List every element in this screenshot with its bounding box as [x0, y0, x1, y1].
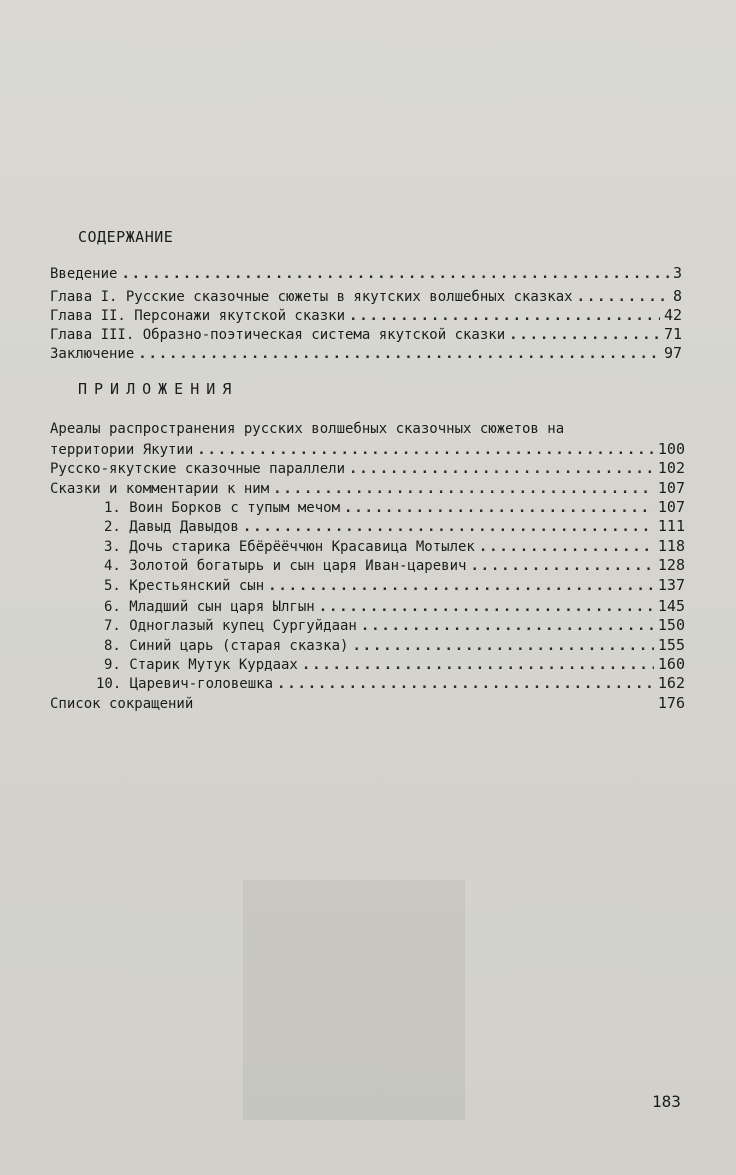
dot-leader: [577, 288, 669, 307]
toc-entry-title: 4. Золотой богатырь и сын царя Иван-царевич: [104, 558, 467, 574]
toc-entry-title: Глава III. Образно-поэтическая система якутской сказки: [50, 327, 506, 343]
toc-entry-title: Список сокращений: [50, 696, 194, 712]
dot-leader: [349, 307, 660, 326]
contents-heading: СОДЕРЖАНИЕ: [78, 228, 174, 246]
toc-entry-page: 150: [657, 616, 685, 634]
dot-leader: [479, 538, 654, 557]
toc-entry-page: 71: [663, 325, 682, 343]
toc-entry-page: 111: [657, 517, 685, 535]
dot-leader: [138, 345, 660, 364]
tale-entry: [104, 556, 685, 576]
appendices-heading: ПРИЛОЖЕНИЯ: [78, 380, 239, 398]
toc-entry: [50, 264, 682, 284]
toc-entry-page: 160: [657, 655, 685, 673]
toc-entry-title: 6. Младший сын царя Ылгын: [104, 599, 315, 615]
dot-leader: [197, 441, 654, 460]
toc-entry-title: территории Якутии: [50, 442, 194, 458]
toc-entry-page: 162: [657, 674, 685, 692]
toc-entry-page: 107: [657, 479, 685, 497]
toc-entry-title: 7. Одноглазый купец Сургуйдаан: [104, 618, 357, 634]
page-number: 183: [652, 1092, 681, 1111]
toc-entry: [50, 479, 685, 499]
tale-entry: [104, 636, 685, 656]
dot-leader: [273, 480, 654, 499]
toc-entry-page: 145: [657, 597, 685, 615]
toc-entry-page: 102: [657, 459, 685, 477]
areals-title-line-1: Ареалы распространения русских волшебных сказочных сюжетов на: [50, 421, 565, 437]
toc-entry: [50, 459, 685, 479]
toc-entry-title: Заключение: [50, 346, 135, 362]
toc-entry-title: Русско-якутские сказочные параллели: [50, 461, 346, 477]
tale-entry: [104, 655, 685, 675]
toc-entry-page: 97: [663, 344, 682, 362]
toc-entry-title: 2. Давыд Давыдов: [104, 519, 239, 535]
tale-entry: [104, 537, 685, 557]
toc-entry-page: 107: [657, 498, 685, 516]
toc-entry: [50, 306, 682, 326]
tale-entry: [104, 597, 685, 617]
toc-entry-page: 42: [663, 306, 682, 324]
toc-entry-title: Глава II. Персонажи якутской сказки: [50, 308, 346, 324]
dot-leader: [243, 518, 654, 537]
toc-entry-page: 118: [657, 537, 685, 555]
toc-entry-page: 155: [657, 636, 685, 654]
toc-entry-title: 5. Крестьянский сын: [104, 578, 265, 594]
toc-entry: [50, 325, 682, 345]
tale-entry: [104, 517, 685, 537]
dot-leader: [352, 637, 653, 656]
toc-entry-title: 1. Воин Борков с тупым мечом: [104, 500, 341, 516]
tale-entry: [104, 576, 685, 596]
tale-entry: [104, 616, 685, 636]
toc-entry-title: Глава I. Русские сказочные сюжеты в якутских волшебных сказках: [50, 289, 573, 305]
tale-entry: [104, 498, 685, 518]
toc-entry-title: 10. Царевич-головешка: [96, 676, 274, 692]
toc-entry-page: 8: [672, 287, 682, 305]
toc-entry-page: 3: [672, 264, 682, 282]
toc-entry-page: 128: [657, 556, 685, 574]
toc-entry-page: 137: [657, 576, 685, 594]
toc-entry-page: 100: [657, 440, 685, 458]
dot-leader: [302, 656, 654, 675]
toc-entry-title: Введение: [50, 266, 118, 282]
dot-leader: [121, 265, 669, 284]
toc-entry-title: 3. Дочь старика Ебёрёёччюн Красавица Мотылек: [104, 539, 475, 555]
toc-entry-page: 176: [657, 694, 685, 712]
toc-entry-title: Сказки и комментарии к ним: [50, 481, 270, 497]
show-through-block: [243, 880, 465, 1120]
toc-entry: [50, 440, 685, 460]
toc-entry-title: 9. Старик Мутук Курдаах: [104, 657, 298, 673]
dot-leader: [349, 460, 654, 479]
dot-leader: [361, 617, 654, 636]
toc-entry: [50, 344, 682, 364]
toc-entry: [50, 287, 682, 307]
dot-leader: [268, 577, 654, 596]
dot-leader: [319, 598, 654, 617]
dot-leader: [277, 675, 654, 694]
dot-leader: [509, 326, 660, 345]
toc-entry-title: 8. Синий царь (старая сказка): [104, 638, 349, 654]
dot-leader: [344, 499, 654, 518]
tale-entry: [96, 674, 685, 694]
dot-leader: [470, 557, 653, 576]
toc-entry: [50, 694, 685, 714]
